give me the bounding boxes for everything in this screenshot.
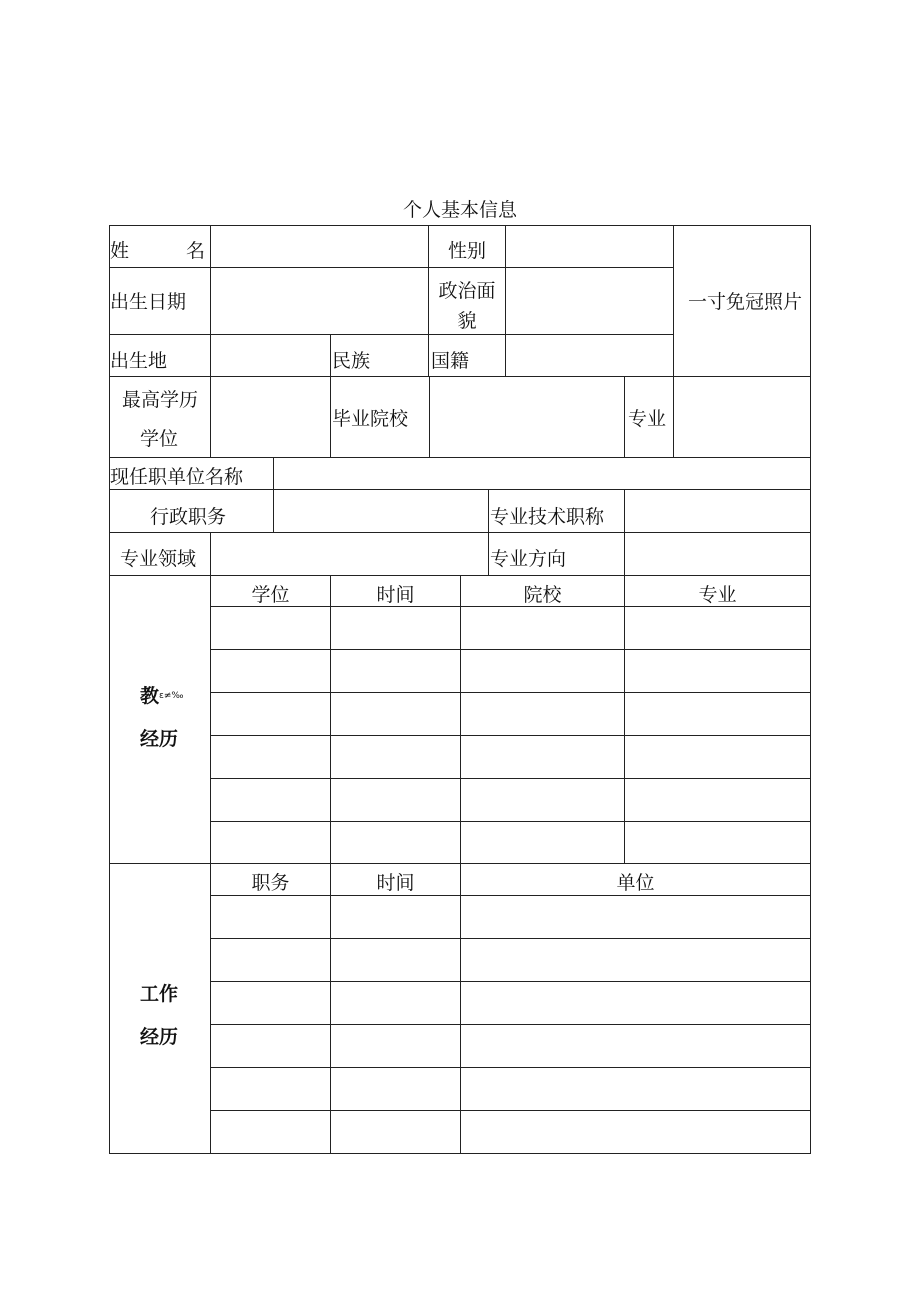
highest-education-label: 最高学历 xyxy=(121,389,198,411)
photo-placeholder: 一寸免冠照片 xyxy=(688,291,803,313)
table-border-right xyxy=(810,225,811,1154)
row-line xyxy=(109,376,811,377)
col-line xyxy=(210,376,211,458)
education-section-label xyxy=(140,684,184,708)
birthplace-label: 出生地 xyxy=(110,350,168,372)
edu-col-time: 时间 xyxy=(376,584,415,606)
row-line xyxy=(210,821,811,822)
edu-col-school: 院校 xyxy=(523,584,562,606)
row-line xyxy=(210,735,811,736)
row-line xyxy=(109,334,673,335)
graduate-school-label: 毕业院校 xyxy=(332,408,409,430)
row-line xyxy=(210,1067,811,1068)
row-line xyxy=(210,778,811,779)
political-status-label: 政治面 xyxy=(438,280,496,302)
work-col-post: 职务 xyxy=(251,872,290,894)
row-line xyxy=(210,1024,811,1025)
direction-label: 专业方向 xyxy=(490,548,567,570)
row-line xyxy=(210,1110,811,1111)
row-line xyxy=(210,649,811,650)
col-line xyxy=(624,376,625,458)
col-line xyxy=(210,225,211,377)
admin-post-label: 行政职务 xyxy=(150,506,227,528)
col-line xyxy=(624,489,625,576)
row-line xyxy=(109,267,673,268)
row-line xyxy=(210,692,811,693)
education-section-label-line2: 经历 xyxy=(140,728,179,750)
name-label-end: 名 xyxy=(186,240,206,262)
row-line xyxy=(109,532,811,533)
tech-title-label: 专业技术职称 xyxy=(490,506,605,528)
col-line xyxy=(505,225,506,377)
row-line xyxy=(109,457,811,458)
education-section-label-main: 教 xyxy=(140,685,160,707)
current-employer-label: 现任职单位名称 xyxy=(110,466,244,488)
row-line xyxy=(210,981,811,982)
edu-col-major: 专业 xyxy=(698,584,737,606)
row-line xyxy=(210,938,811,939)
education-section-label-garbled: ε≠‰ xyxy=(159,691,184,701)
col-line xyxy=(429,376,430,458)
col-line xyxy=(673,376,674,458)
work-col-employer: 单位 xyxy=(616,872,655,894)
col-line xyxy=(273,457,274,533)
col-line xyxy=(488,489,489,576)
field-label: 专业领域 xyxy=(120,548,197,570)
table-border-top xyxy=(109,225,811,226)
row-line xyxy=(109,489,811,490)
work-section-label: 工作 xyxy=(140,983,179,1005)
political-status-label-line2: 貌 xyxy=(457,310,477,332)
name-label: 姓 xyxy=(110,240,130,262)
gender-label: 性别 xyxy=(448,240,487,262)
highest-degree-label: 学位 xyxy=(140,428,179,450)
work-section-label-line2: 经历 xyxy=(140,1026,179,1048)
col-line xyxy=(210,532,211,576)
birth-date-label: 出生日期 xyxy=(110,291,187,313)
edu-col-degree: 学位 xyxy=(251,584,290,606)
nationality-label: 国籍 xyxy=(431,350,470,372)
col-line xyxy=(330,334,331,458)
row-line xyxy=(210,895,811,896)
major-label: 专业 xyxy=(628,408,667,430)
work-col-time: 时间 xyxy=(376,872,415,894)
col-line xyxy=(673,225,674,377)
ethnicity-label: 民族 xyxy=(332,350,371,372)
form-title: 个人基本信息 xyxy=(402,199,517,221)
